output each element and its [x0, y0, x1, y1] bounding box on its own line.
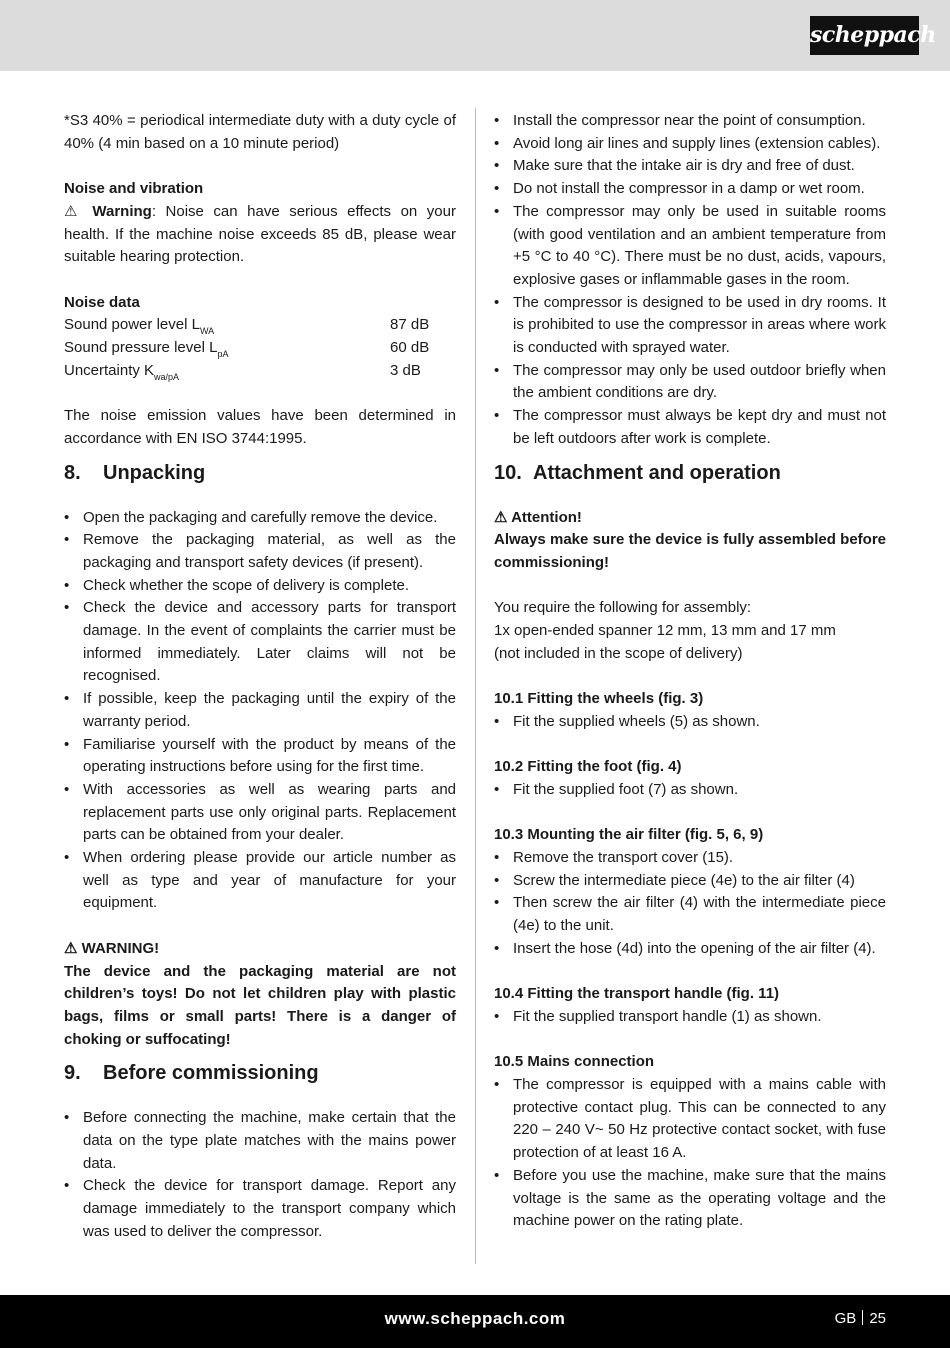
- list-item: • Before you use the machine, make sure that the mains voltage is the same as the operating voltage and the machine power on the rating plate.: [494, 1165, 886, 1233]
- section-10-heading: 10. Attachment and operation: [494, 461, 781, 484]
- subsection-10-5-list: [494, 1074, 886, 1233]
- list-item: • Screw the intermediate piece (4e) to the air filter (4): [494, 870, 886, 893]
- noise-label: Sound power level $L_{WA}$: [64, 316, 215, 337]
- page-header: [0, 0, 950, 71]
- list-item: • Check the device for transport damage. Report any damage immediately to the transport company which was used to deliver the compressor.: [64, 1175, 456, 1243]
- before-commissioning-list: [64, 1107, 456, 1243]
- subsection-10-1-title: 10.1 Fitting the wheels (fig. 3): [494, 690, 704, 708]
- noise-data-row: [64, 314, 456, 337]
- attention-text: Always make sure the device is fully assembled before commissioning!: [494, 531, 886, 571]
- left-column: [64, 110, 456, 1244]
- page-number: GB 25: [834, 1310, 886, 1327]
- require-note: (not included in the scope of delivery): [494, 644, 743, 662]
- list-item: • Check whether the scope of delivery is complete.: [64, 575, 456, 598]
- subsection-10-3-title: 10.3 Mounting the air filter (fig. 5, 6, 9): [494, 826, 764, 844]
- noise-data-row: [64, 337, 456, 360]
- website-link[interactable]: www.scheppach.com: [384, 1309, 566, 1328]
- require-tool: 1x open-ended spanner 12 mm, 13 mm and 17 mm: [494, 622, 836, 640]
- list-item: • The compressor may only be used outdoor briefly when the ambient conditions are dry.: [494, 360, 886, 405]
- subsection-10-1-list: [494, 711, 886, 734]
- installation-list: [494, 110, 886, 451]
- noise-value: 3 dB: [390, 361, 421, 379]
- duty-note: *S3 40% = periodical intermediate duty with a duty cycle of 40% (4 min based on a 10 minute period): [64, 112, 456, 152]
- list-item: • Fit the supplied wheels (5) as shown.: [494, 711, 886, 734]
- column-divider: [475, 108, 476, 1264]
- list-item: • If possible, keep the packaging until the expiry of the warranty period.: [64, 688, 456, 733]
- list-item: • The compressor must always be kept dry and must not be left outdoors after work is complete.: [494, 405, 886, 450]
- list-item: • The compressor may only be used in suitable rooms (with good ventilation and an ambient temperature from +5 °C to 40 °C). There must be no dust, acids, vapours, explosive gases or inflammable gases in the room.: [494, 201, 886, 292]
- noise-value: 60 dB: [390, 339, 430, 356]
- subsection-10-2-title: 10.2 Fitting the foot (fig. 4): [494, 758, 682, 776]
- list-item: • Do not install the compressor in a damp or wet room.: [494, 178, 886, 201]
- list-item: • Install the compressor near the point of consumption.: [494, 110, 886, 133]
- subsection-10-2-list: [494, 779, 886, 802]
- noise-data-row: [64, 360, 456, 383]
- subsection-10-4-title: 10.4 Fitting the transport handle (fig. 11): [494, 985, 780, 1003]
- list-item: • Check the device and accessory parts for transport damage. In the event of complaints the carrier must be informed immediately. Later claims will not be recognised.: [64, 597, 456, 688]
- list-item: • The compressor is equipped with a mains cable with protective contact plug. This can be connected to any 220 – 240 V~ 50 Hz protective contact socket, with fuse protection of at least 16 A.: [494, 1074, 886, 1165]
- brand-logo: scheppach: [810, 16, 919, 55]
- list-item: • Avoid long air lines and supply lines (extension cables).: [494, 133, 886, 156]
- unpacking-list: [64, 507, 456, 916]
- list-item: • With accessories as well as wearing parts and replacement parts use only original parts. Replacement parts can be obtained from your dealer.: [64, 779, 456, 847]
- noise-heading: Noise and vibration: [64, 180, 204, 198]
- noise-label: Sound pressure level $L_{pA}$: [64, 339, 229, 359]
- list-item: • The compressor is designed to be used in dry rooms. It is prohibited to use the compressor in areas where work is conducted with sprayed water.: [494, 292, 886, 360]
- list-item: • Remove the packaging material, as well as the packaging and transport safety devices (if present).: [64, 529, 456, 574]
- noise-value: 87 dB: [390, 316, 430, 334]
- list-item: • Fit the supplied foot (7) as shown.: [494, 779, 886, 802]
- right-column: [494, 110, 886, 1233]
- subsection-10-5-title: 10.5 Mains connection: [494, 1053, 655, 1071]
- page-footer: [0, 1295, 950, 1348]
- warning-title: ⚠ WARNING!: [64, 939, 160, 957]
- list-item: • Familiarise yourself with the product by means of the operating instructions before using for the first time.: [64, 734, 456, 779]
- warning-icon: ⚠: [494, 508, 508, 526]
- noise-warning: ⚠ Warning: Noise can have serious effects on your health. If the machine noise exceeds 85 dB, please wear suitable hearing protection.: [64, 202, 456, 266]
- warning-icon: ⚠: [64, 202, 83, 220]
- noise-label: Uncertainty $K_{wa/pA}$: [64, 361, 180, 382]
- list-item: • Make sure that the intake air is dry and free of dust.: [494, 155, 886, 178]
- list-item: • Insert the hose (4d) into the opening of the air filter (4).: [494, 938, 886, 961]
- section-9-heading: 9. Before commissioning: [64, 1062, 319, 1085]
- list-item: • Then screw the air filter (4) with the intermediate piece (4e) to the unit.: [494, 892, 886, 937]
- noise-data-heading: Noise data: [64, 293, 140, 311]
- require-text: You require the following for assembly:: [494, 599, 752, 617]
- warning-text: The device and the packaging material are not children’s toys! Do not let children play with plastic bags, films or small parts! There is a danger of choking or suffocating!: [64, 962, 456, 1048]
- noise-data-table: [64, 314, 456, 382]
- noise-emission-text: The noise emission values have been determined in accordance with EN ISO 3744:1995.: [64, 407, 456, 447]
- subsection-10-3-list: [494, 847, 886, 961]
- list-item: • Open the packaging and carefully remove the device.: [64, 507, 456, 530]
- section-8-heading: 8. Unpacking: [64, 461, 206, 484]
- list-item: • When ordering please provide our article number as well as type and year of manufacture for your equipment.: [64, 847, 456, 915]
- list-item: • Before connecting the machine, make certain that the data on the type plate matches with the mains power data.: [64, 1107, 456, 1175]
- warning-icon: ⚠: [64, 939, 78, 957]
- attention-title: ⚠ Attention!: [494, 508, 582, 526]
- subsection-10-4-list: [494, 1006, 886, 1029]
- list-item: • Fit the supplied transport handle (1) as shown.: [494, 1006, 886, 1029]
- list-item: • Remove the transport cover (15).: [494, 847, 886, 870]
